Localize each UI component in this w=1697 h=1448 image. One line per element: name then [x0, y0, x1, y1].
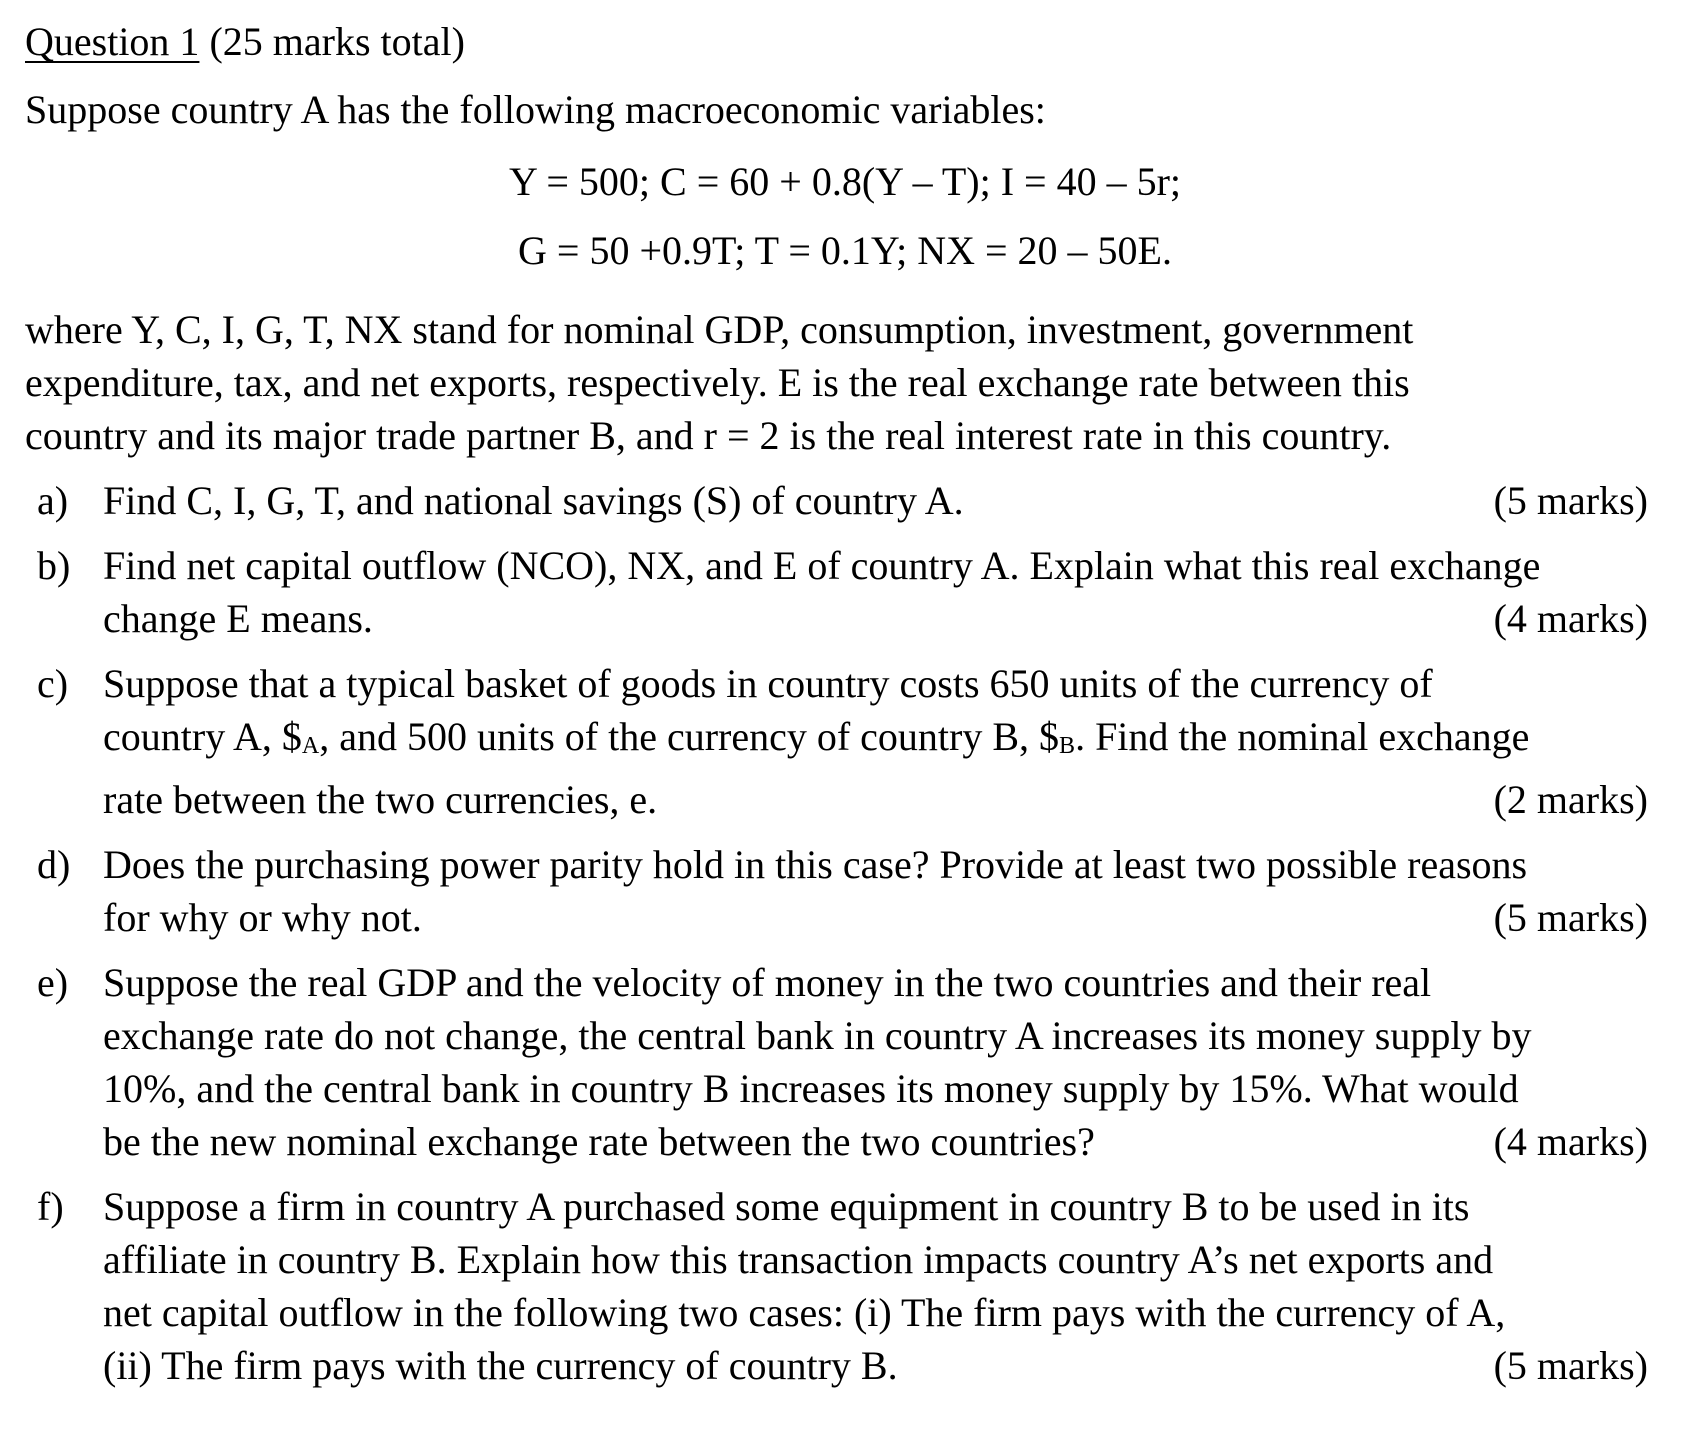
- sub-question-b: [25, 539, 1648, 645]
- sub-question-line: [103, 1115, 1648, 1168]
- sub-question-letter: f): [37, 1184, 64, 1229]
- sub-question-c: [25, 657, 1648, 826]
- sub-question-line: [103, 773, 1648, 826]
- sub-question-text: country A, $: [103, 714, 302, 759]
- marks-label: (5 marks): [1493, 895, 1648, 940]
- question-label: Question 1: [25, 19, 200, 64]
- sub-question-letter: d): [37, 842, 71, 887]
- sub-question-text: (ii) The firm pays with the currency of country B.: [103, 1343, 898, 1388]
- sub-question-list: [25, 474, 1648, 1392]
- sub-question-text: be the new nominal exchange rate between the two countries?: [103, 1119, 1095, 1164]
- description-line: country and its major trade partner B, and r = 2 is the real interest rate in this country.: [25, 413, 1392, 458]
- sub-question-text: net capital outflow in the following two cases: (i) The firm pays with the currency of A,: [103, 1290, 1506, 1335]
- sub-question-text: change E means.: [103, 596, 373, 641]
- marks-label: (5 marks): [1493, 478, 1648, 523]
- sub-question-d: [25, 838, 1648, 944]
- sub-question-text: 10%, and the central bank in country B increases its money supply by 15%. What would: [103, 1066, 1519, 1111]
- sub-question-text: exchange rate do not change, the central bank in country A increases its money supply by: [103, 1013, 1532, 1058]
- sub-question-f: [25, 1180, 1648, 1392]
- question-heading: [25, 18, 1645, 68]
- description-line: expenditure, tax, and net exports, respectively. E is the real exchange rate between this: [25, 360, 1410, 405]
- variable-description: [25, 303, 1625, 462]
- marks-label: (5 marks): [1493, 1343, 1648, 1388]
- sub-question-letter: c): [37, 661, 69, 706]
- sub-question-text: rate between the two currencies, e.: [103, 777, 658, 822]
- question-total-marks: (25 marks total): [209, 19, 465, 64]
- sub-question-letter: e): [37, 960, 69, 1005]
- sub-question-text: Does the purchasing power parity hold in this case? Provide at least two possible reasons: [103, 842, 1528, 887]
- description-line: where Y, C, I, G, T, NX stand for nominal GDP, consumption, investment, government: [25, 307, 1414, 352]
- sub-question-line: [103, 1339, 1648, 1392]
- sub-question-letter: a): [37, 478, 69, 523]
- equation-line-2: G = 50 +0.9T; T = 0.1Y; NX = 20 – 50E.: [518, 228, 1172, 273]
- sub-question-e: [25, 956, 1648, 1168]
- sub-question-line: [103, 710, 1648, 773]
- question-document: [25, 18, 1648, 1392]
- sub-question-text: Find C, I, G, T, and national savings (S) of country A.: [103, 478, 964, 523]
- currency-subscript: A: [301, 733, 320, 759]
- sub-question-text: . Find the nominal exchange: [1075, 714, 1530, 759]
- sub-question-line: [103, 592, 1648, 645]
- sub-question-text: Suppose the real GDP and the velocity of money in the two countries and their real: [103, 960, 1432, 1005]
- sub-question-text: Suppose that a typical basket of goods in country costs 650 units of the currency of: [103, 661, 1433, 706]
- sub-question-letter: b): [37, 543, 71, 588]
- marks-label: (2 marks): [1493, 777, 1648, 822]
- intro-text: Suppose country A has the following macroeconomic variables:: [25, 87, 1046, 132]
- equation-line-1: Y = 500; C = 60 + 0.8(Y – T); I = 40 – 5r;: [508, 159, 1182, 204]
- sub-question-text: , and 500 units of the currency of country B, $: [319, 714, 1060, 759]
- sub-question-text: for why or why not.: [103, 895, 422, 940]
- sub-question-a: [25, 474, 1648, 527]
- sub-question-text: Suppose a firm in country A purchased some equipment in country B to be used in its: [103, 1184, 1470, 1229]
- sub-question-line: [103, 474, 1648, 527]
- marks-label: (4 marks): [1493, 1119, 1648, 1164]
- marks-label: (4 marks): [1493, 596, 1648, 641]
- sub-question-line: [103, 891, 1648, 944]
- sub-question-text: affiliate in country B. Explain how this transaction impacts country A’s net exports and: [103, 1237, 1494, 1282]
- sub-question-text: Find net capital outflow (NCO), NX, and E of country A. Explain what this real exchange: [103, 543, 1541, 588]
- currency-subscript: B: [1059, 733, 1076, 759]
